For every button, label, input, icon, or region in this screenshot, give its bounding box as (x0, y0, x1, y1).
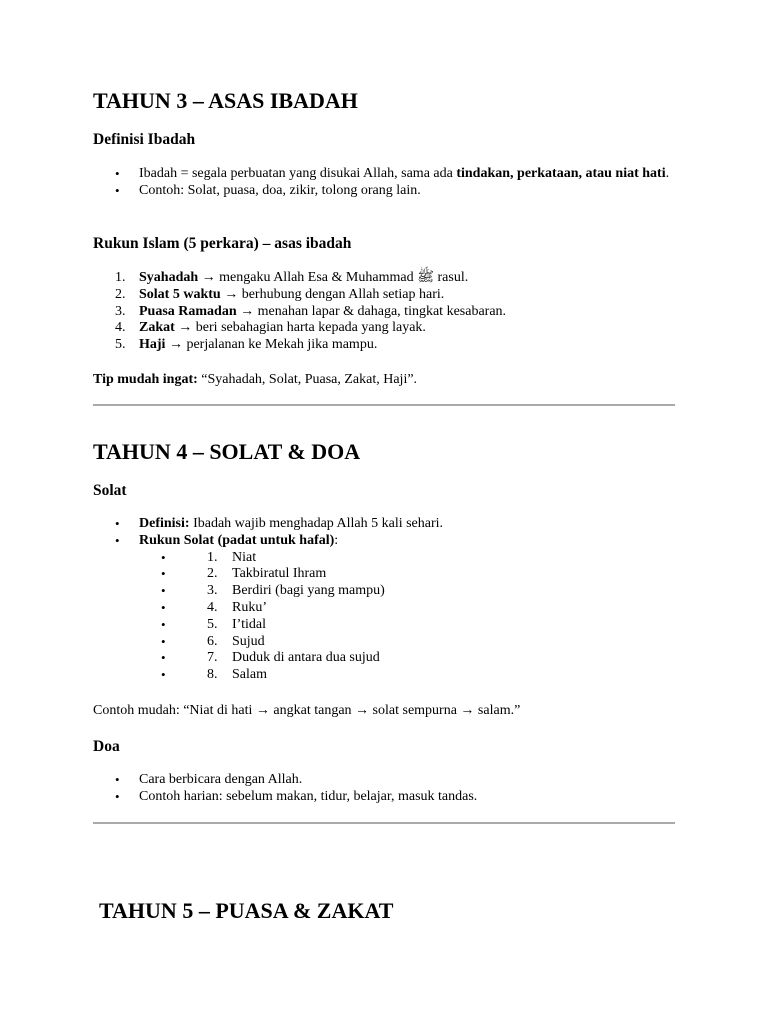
list-item: • 3. Berdiri (bagi yang mampu) (139, 583, 675, 600)
rukun-solat-list (139, 550, 675, 684)
list-item: • Contoh: Solat, puasa, doa, zikir, tolong orang lain. (93, 183, 675, 200)
arrow-icon: → (201, 270, 216, 285)
list-item: • Contoh harian: sebelum makan, tidur, belajar, masuk tandas. (93, 789, 675, 806)
section-divider (93, 404, 675, 406)
tip-line: Tip mudah ingat: “Syahadah, Solat, Puasa, Zakat, Haji”. (93, 372, 418, 387)
heading-rukun-islam: Rukun Islam (5 perkara) – asas ibadah (93, 235, 352, 252)
list-item: 5. Haji → perjalanan ke Mekah jika mampu. (115, 337, 378, 353)
list-item: • 6. Sujud (139, 634, 675, 651)
list-item: • Ibadah = segala perbuatan yang disukai Allah, sama ada tindakan, perkataan, atau niat hati. (93, 166, 675, 183)
list-item: • 1. Niat (139, 550, 675, 567)
arrow-icon: → (224, 286, 239, 302)
definisi-list (93, 166, 675, 200)
rukun-islam-list (93, 270, 675, 354)
arrow-icon: → (168, 337, 183, 353)
section-divider (93, 822, 675, 824)
list-item: 3. Puasa Ramadan → menahan lapar & dahaga, tingkat kesabaran. (115, 303, 507, 319)
heading-solat: Solat (93, 482, 127, 499)
list-item: • Cara berbicara dengan Allah. (93, 772, 675, 789)
arrow-icon: → (178, 320, 193, 336)
solat-list (93, 516, 675, 684)
section-title-tahun-4: TAHUN 4 – SOLAT & DOA (93, 439, 361, 464)
list-item: • 2. Takbiratul Ihram (139, 566, 675, 583)
list-item: • 8. Salam (139, 667, 675, 684)
list-item: • 7. Duduk di antara dua sujud (139, 650, 675, 667)
arrow-icon: → (240, 303, 255, 319)
heading-doa: Doa (93, 738, 120, 755)
section-title-tahun-3: TAHUN 3 – ASAS IBADAH (93, 88, 358, 113)
list-item: 4. Zakat → beri sebahagian harta kepada yang layak. (115, 320, 426, 336)
list-item: • 5. I’tidal (139, 617, 675, 634)
section-title-tahun-5: TAHUN 5 – PUASA & ZAKAT (99, 898, 394, 923)
list-item: • Rukun Solat (padat untuk hafal): • 1. Niat • 2. Takbiratul Ihram • 3. Berdiri (bagi yang mampu) • 4. Ruku’ • 5. I’tidal • 6. Sujud • 7. Duduk di antara dua sujud • 8. Salam (93, 533, 675, 684)
list-item: 2. Solat 5 waktu → berhubung dengan Allah setiap hari. (115, 286, 445, 302)
heading-definisi-ibadah: Definisi Ibadah (93, 131, 196, 148)
list-item: • Definisi: Ibadah wajib menghadap Allah 5 kali sehari. (93, 516, 675, 533)
list-item: • 4. Ruku’ (139, 600, 675, 617)
contoh-line: Contoh mudah: “Niat di hati → angkat tangan → solat sempurna → salam.” (93, 703, 521, 718)
doa-list (93, 772, 675, 806)
list-item: 1. Syahadah → mengaku Allah Esa & Muhammad ﷺ rasul. (115, 270, 469, 285)
